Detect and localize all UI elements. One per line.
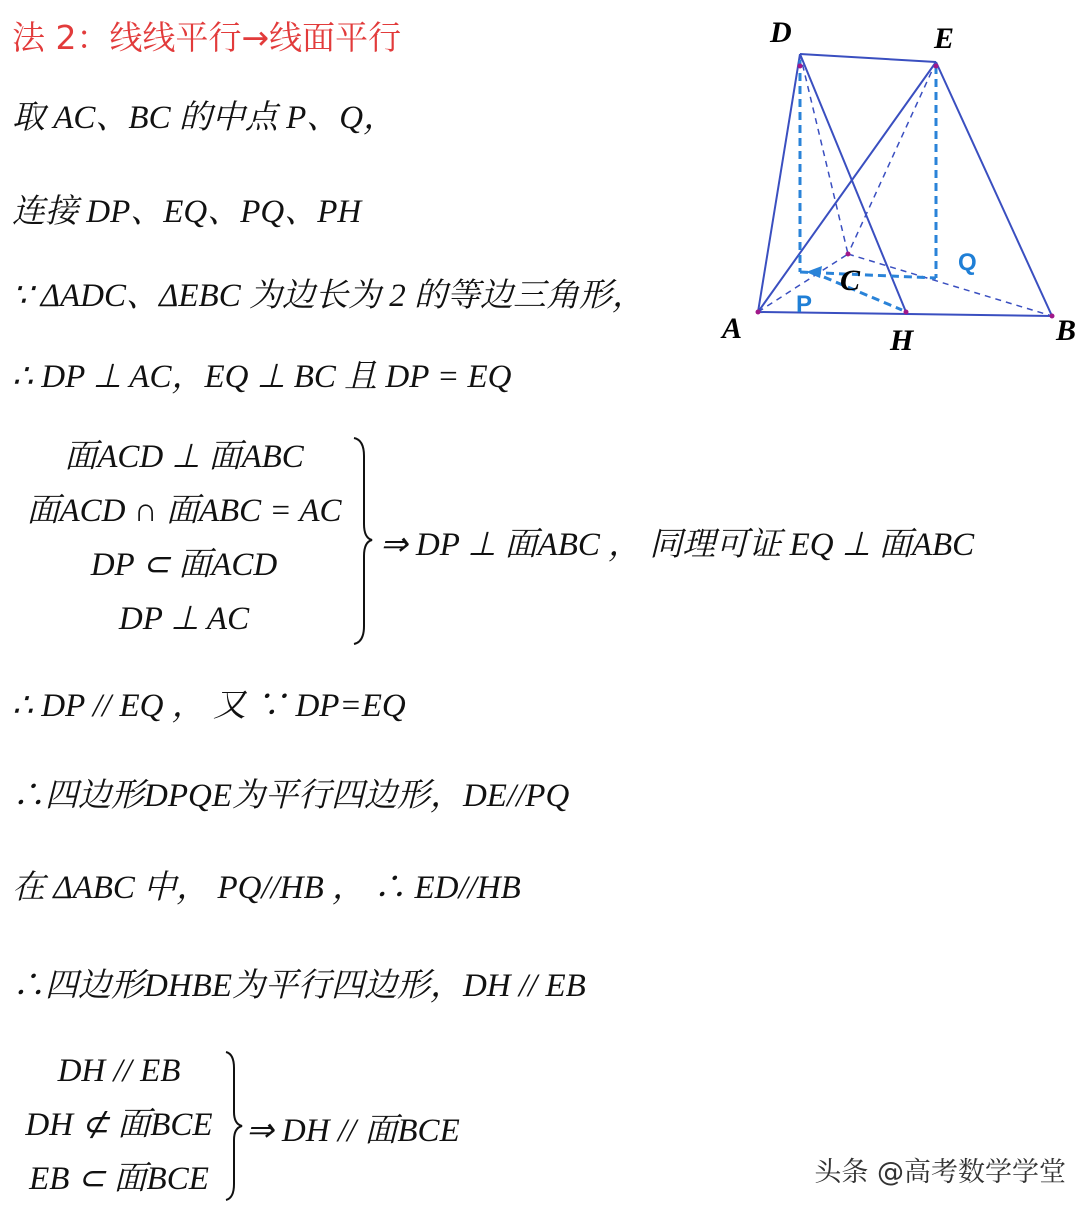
step-connect: 连接 DP、EQ、PQ、PH	[12, 194, 362, 230]
point-H	[904, 310, 909, 315]
system-2-row: DH ⊄ 面BCE	[25, 1107, 213, 1143]
edge-EB	[936, 62, 1052, 316]
point-C	[846, 252, 851, 257]
step-midpoints: 取 AC、BC 的中点 P、Q，	[12, 100, 397, 136]
label-E: E	[934, 22, 955, 55]
step-parallelogram-dhbe: ∴四边形DHBE为平行四边形，DH // EB	[12, 968, 586, 1004]
system-2	[14, 1044, 224, 1206]
point-A	[756, 310, 761, 315]
step-triangle-abc: 在 ΔABC 中， PQ//HB ， ∴ ED//HB	[12, 870, 521, 906]
step-perpendicular: ∴ DP ⊥ AC，EQ ⊥ BC 且 DP = EQ	[12, 359, 512, 395]
edge-DE	[800, 54, 936, 62]
edge-EC	[848, 62, 936, 254]
system-1-row: 面ACD ⊥ 面ABC	[64, 439, 304, 475]
step-equilateral: ∵ ΔADC、ΔEBC 为边长为 2 的等边三角形，	[12, 278, 645, 314]
watermark: 头条 @高考数学学堂	[814, 1157, 1066, 1188]
label-D: D	[770, 16, 792, 49]
system-1-row: DP ⊂ 面ACD	[90, 547, 278, 583]
system-1-row: DP ⊥ AC	[118, 601, 250, 637]
point-E	[934, 64, 939, 69]
point-D	[798, 64, 803, 69]
right-brace-2	[222, 1050, 244, 1202]
right-brace-1	[350, 436, 374, 646]
system-1-row: 面ACD ∩ 面ABC = AC	[26, 493, 342, 529]
system-2-conclusion: ⇒ DH // 面BCE	[246, 1113, 460, 1149]
system-2-row: EB ⊂ 面BCE	[29, 1161, 209, 1197]
label-B: B	[1056, 314, 1077, 347]
method-title: 法 2：线线平行→线面平行	[12, 18, 402, 57]
step-parallel: ∴ DP // EQ ， 又 ∵ DP=EQ	[12, 688, 406, 724]
point-B	[1050, 314, 1055, 319]
system-1	[14, 430, 354, 646]
label-P: P	[796, 291, 813, 318]
label-H: H	[890, 324, 914, 357]
label-Q: Q	[958, 249, 977, 276]
edge-CB	[848, 254, 1052, 316]
geometry-figure	[712, 10, 1087, 360]
step-parallelogram-dpqe: ∴四边形DPQE为平行四边形，DE//PQ	[12, 778, 570, 814]
edge-DA	[758, 54, 800, 312]
system-2-row: DH // EB	[57, 1053, 181, 1089]
label-A: A	[722, 312, 743, 345]
system-1-conclusion: ⇒ DP ⊥ 面ABC ， 同理可证 EQ ⊥ 面ABC	[380, 527, 975, 563]
label-C: C	[840, 264, 861, 297]
